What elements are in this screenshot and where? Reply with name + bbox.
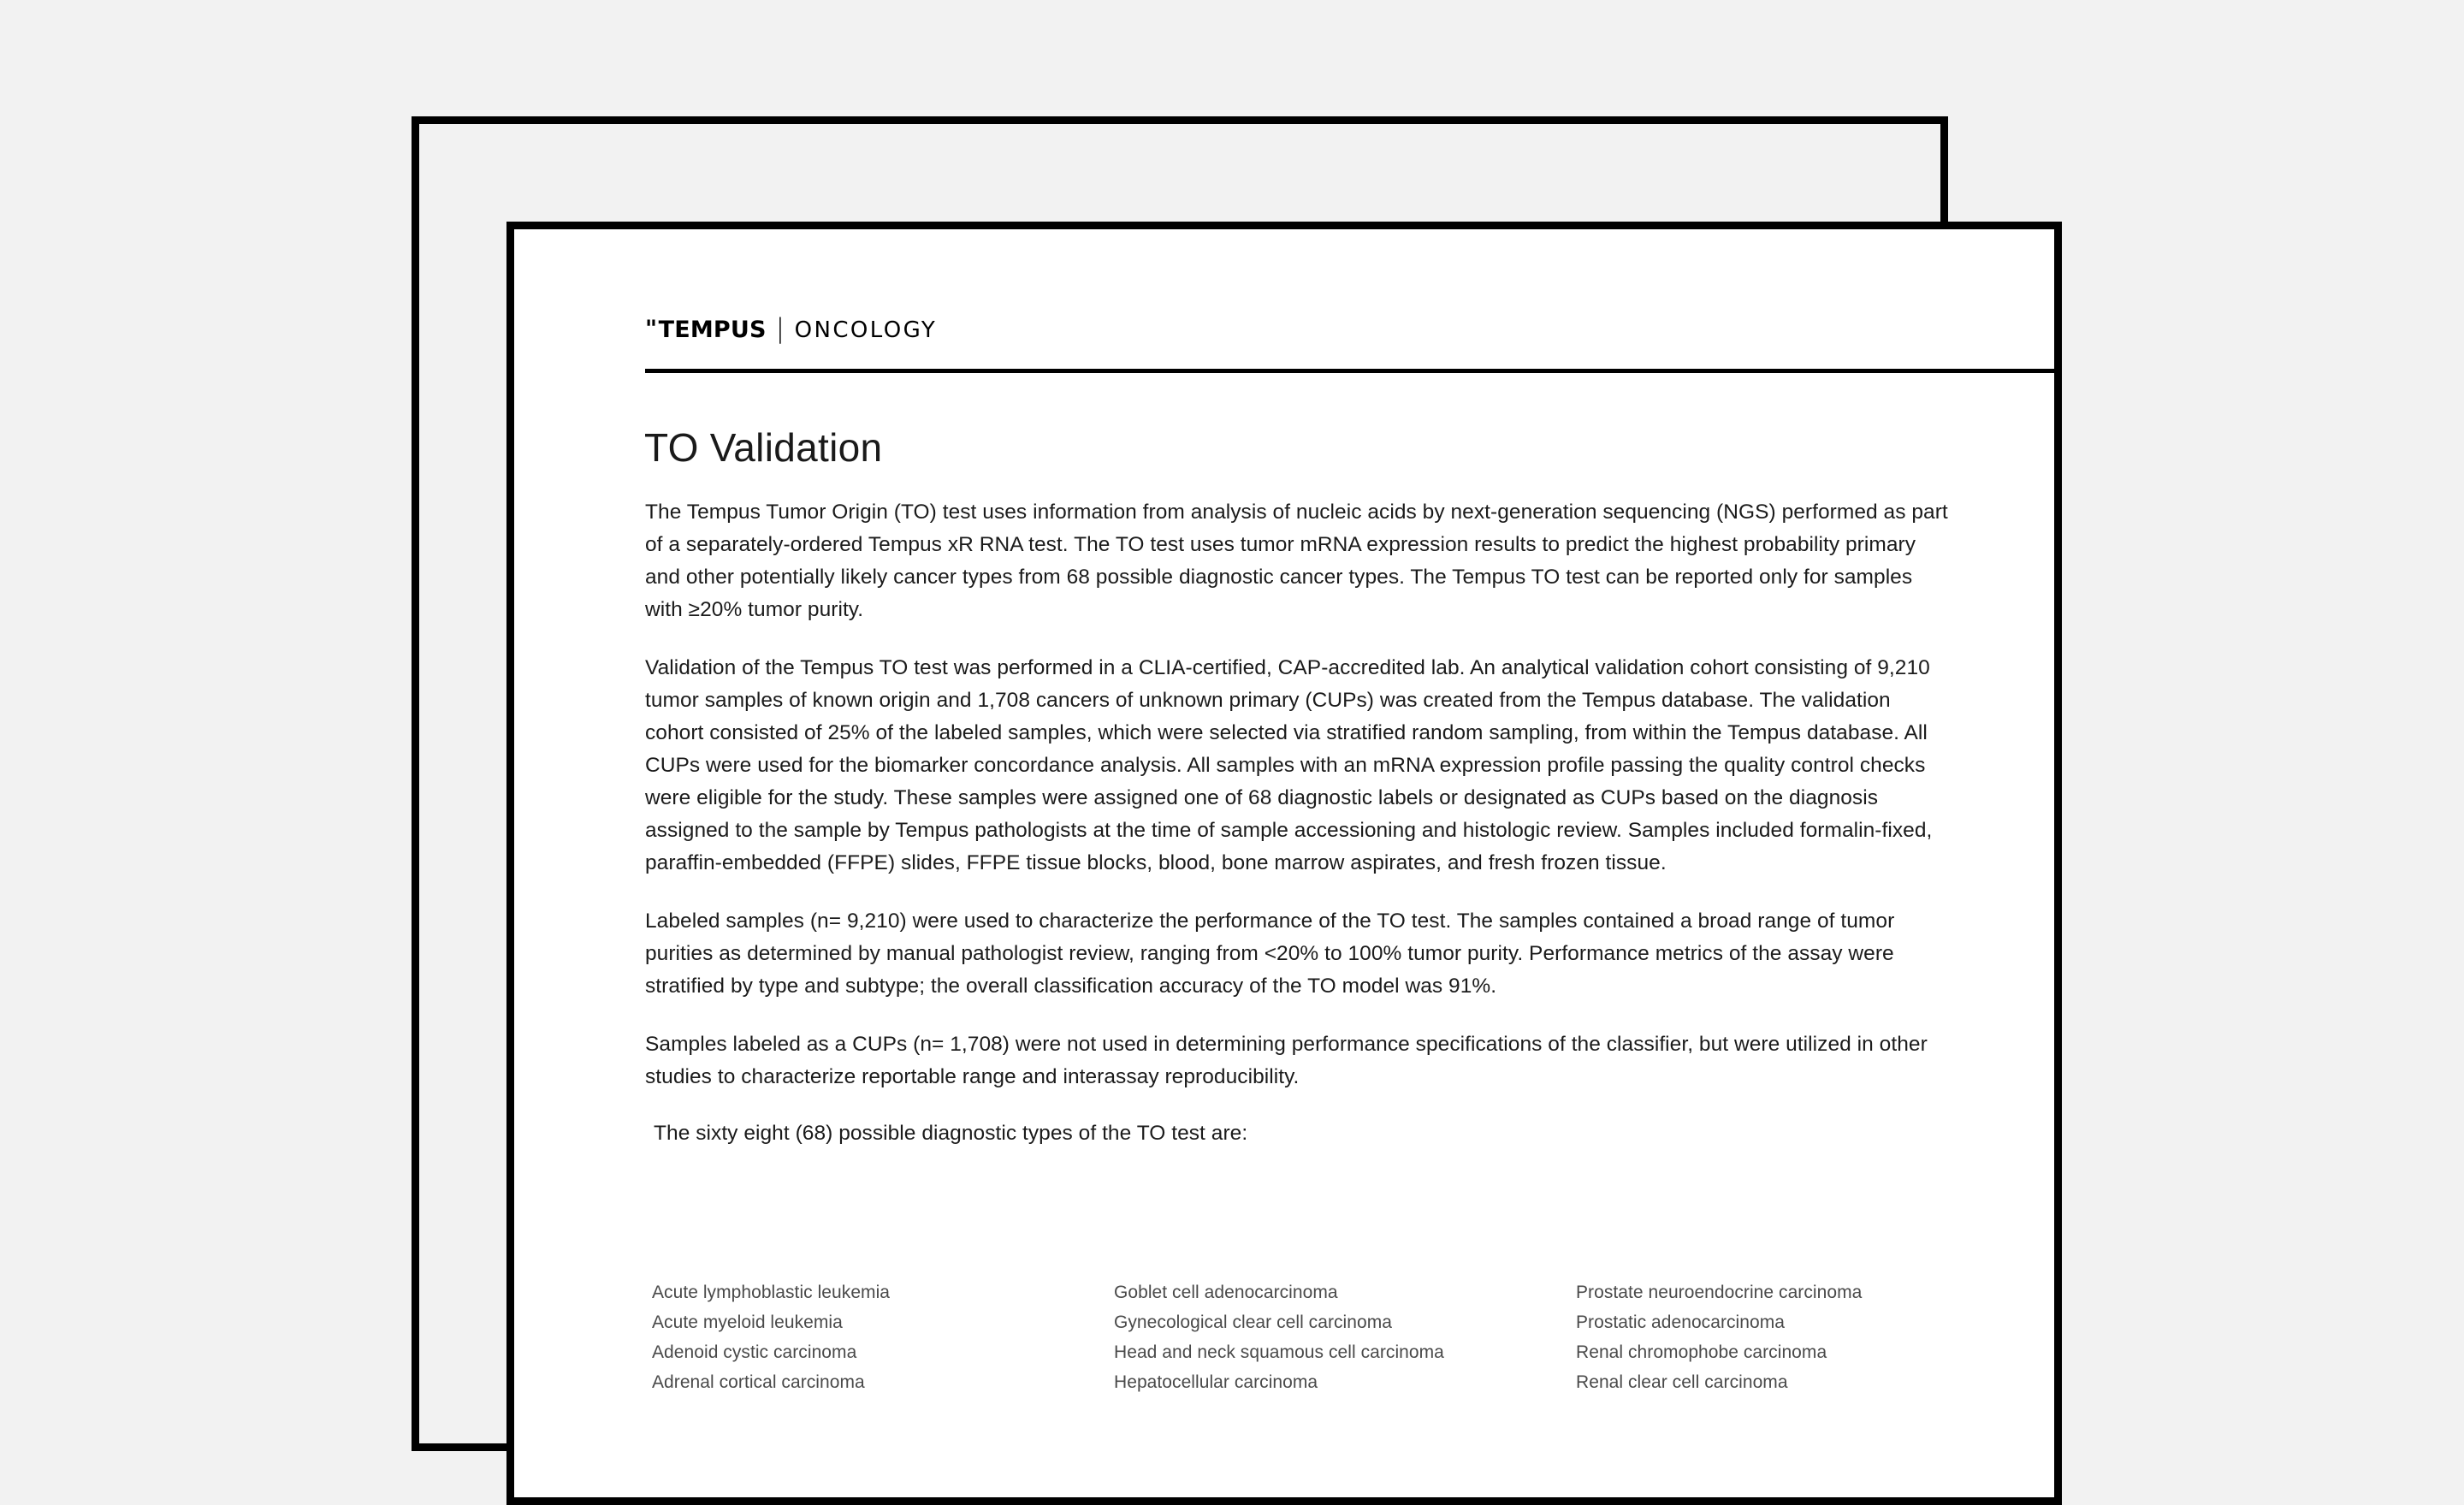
document-page[interactable]: [506, 222, 2062, 1505]
tempus-wordmark: TEMPUS: [658, 317, 767, 343]
diagnostic-column-1: [652, 1277, 1114, 1397]
list-item: Gynecological clear cell carcinoma: [1114, 1312, 1393, 1332]
diagnostic-type-list: [652, 1277, 2055, 1397]
list-item: Adrenal cortical carcinoma: [652, 1372, 865, 1392]
logo-divider-icon: |: [775, 313, 785, 344]
page-title: TO Validation: [644, 425, 883, 470]
document-body: [645, 496, 1954, 1169]
diagnostic-column-3: [1576, 1277, 2038, 1397]
list-item: Hepatocellular carcinoma: [1114, 1372, 1318, 1392]
list-item: Acute myeloid leukemia: [652, 1312, 843, 1332]
list-item: Acute lymphoblastic leukemia: [652, 1283, 891, 1302]
list-item: Goblet cell adenocarcinoma: [1114, 1283, 1338, 1302]
diagnostic-column-2: [1114, 1277, 1576, 1397]
paragraph-cups-samples: Samples labeled as a CUPs (n= 1,708) were not used in determining performance specifications of the classifier, but were utilized in other studies to characterize reportable range and interassay reproducibility.: [645, 1033, 1928, 1088]
page-content: [514, 229, 2054, 1497]
list-item: Adenoid cystic carcinoma: [652, 1342, 857, 1362]
tempus-oncology-logo: [645, 313, 2061, 344]
tempus-tick-mark: ": [645, 316, 658, 342]
diagnostic-list-intro: The sixty eight (68) possible diagnostic types of the TO test are:: [654, 1122, 1248, 1145]
header-divider-rule: [645, 369, 2062, 373]
paragraph-labeled-samples: Labeled samples (n= 9,210) were used to characterize the performance of the TO test. The samples contained a broad range of tumor purities as determined by manual pathologist review, ranging from <20% to 100% tumor purity. Performance metrics of the assay were stratified by type and subtype; the overall classification accuracy of the TO model was 91%.: [645, 910, 1895, 998]
list-item: Prostatic adenocarcinoma: [1576, 1312, 1785, 1332]
oncology-wordmark: ONCOLOGY: [794, 317, 938, 343]
list-item: Head and neck squamous cell carcinoma: [1114, 1342, 1444, 1362]
list-item: Renal chromophobe carcinoma: [1576, 1342, 1827, 1362]
document-header: [645, 313, 2061, 344]
paragraph-validation-cohort: Validation of the Tempus TO test was performed in a CLIA-certified, CAP-accredited lab. An analytical validation cohort consisting of 9,210 tumor samples of known origin and 1,708 cancers of unknown primary (CUPs) was created from the Tempus database. The validation cohort consisted of 25% of the labeled samples, which were selected via stratified random sampling, from within the Tempus database. All CUPs were used for the biomarker concordance analysis. All samples with an mRNA expression profile passing the quality control checks were eligible for the study. These samples were assigned one of 68 diagnostic labels or designated as CUPs based on the diagnosis assigned to the sample by Tempus pathologists at the time of sample accessioning and histologic review. Samples included formalin-fixed, paraffin-embedded (FFPE) slides, FFPE tissue blocks, blood, bone marrow aspirates, and fresh frozen tissue.: [645, 656, 1933, 874]
list-item: Prostate neuroendocrine carcinoma: [1576, 1283, 1863, 1302]
list-item: Renal clear cell carcinoma: [1576, 1372, 1788, 1392]
paragraph-intro: The Tempus Tumor Origin (TO) test uses information from analysis of nucleic acids by next-generation sequencing (NGS) performed as part of a separately-ordered Tempus xR RNA test. The TO test uses tumor mRNA expression results to predict the highest probability primary and other potentially likely cancer types from 68 possible diagnostic cancer types. The Tempus TO test can be reported only for samples with ≥20% tumor purity.: [645, 501, 1948, 621]
